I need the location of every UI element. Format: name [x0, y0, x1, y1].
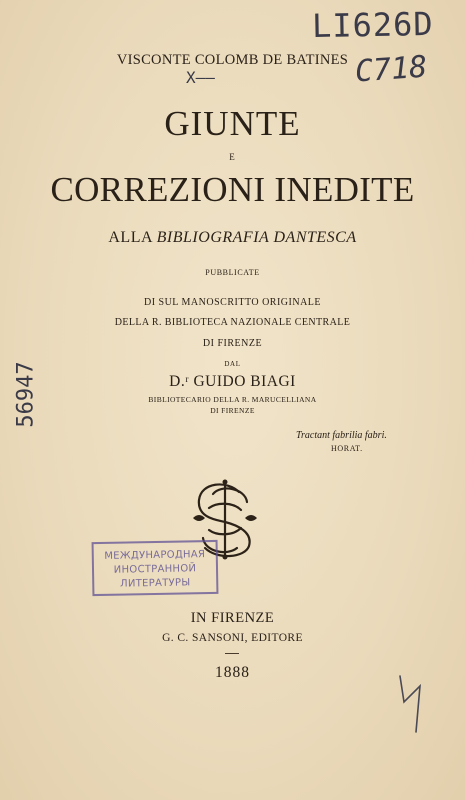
source-line-1: DI SUL MANOSCRITTO ORIGINALE [143, 297, 322, 308]
handwritten-call-number: C718 [353, 49, 429, 90]
divider-rule [225, 653, 239, 654]
stamp-line-1: МЕЖДУНАРОДНАЯ [104, 549, 206, 562]
source-line-2: DELLA R. BIBLIOTECA NAZIONALE CENTRALE [114, 317, 351, 328]
pencil-mark-icon [392, 672, 432, 736]
editor-role-line-1: BIBLIOTECARIO DELLA R. MARUCELLIANA [148, 395, 317, 404]
handwritten-shelfmark: LI626D [311, 4, 434, 46]
epigraph: Tractant fabrilia fabri. [296, 430, 387, 441]
title-line-2: CORREZIONI INEDITE [50, 170, 415, 209]
subtitle-italic: BIBLIOGRAFIA DANTESCA [156, 229, 357, 246]
title-conjunction: E [229, 152, 236, 162]
by-label: DAL [224, 360, 241, 368]
epigraph-source: HORAT. [331, 444, 363, 453]
handwritten-inventory-number: 56947 [13, 361, 39, 428]
source-line-3: DI FIRENZE [202, 338, 263, 349]
author-name: VISCONTE COLOMB DE BATINES [116, 52, 349, 68]
handwritten-mark: X—— [186, 68, 215, 87]
editor-name: D.ʳ GUIDO BIAGI [169, 373, 296, 390]
stamp-line-2: ИНОСТРАННОЙ [113, 563, 197, 576]
subtitle-prefix: ALLA [108, 229, 153, 246]
editor-role-line-2: DI FIRENZE [210, 406, 255, 415]
stamp-line-3: ЛИТЕРАТУРЫ [119, 577, 191, 590]
title-line-1: GIUNTE [164, 104, 301, 143]
library-stamp [92, 540, 219, 596]
published-label: PUBBLICATE [205, 268, 260, 277]
publication-year: 1888 [215, 664, 250, 681]
publisher: G. C. SANSONI, EDITORE [162, 632, 303, 644]
subtitle [0, 229, 465, 247]
publication-place: IN FIRENZE [190, 610, 275, 626]
